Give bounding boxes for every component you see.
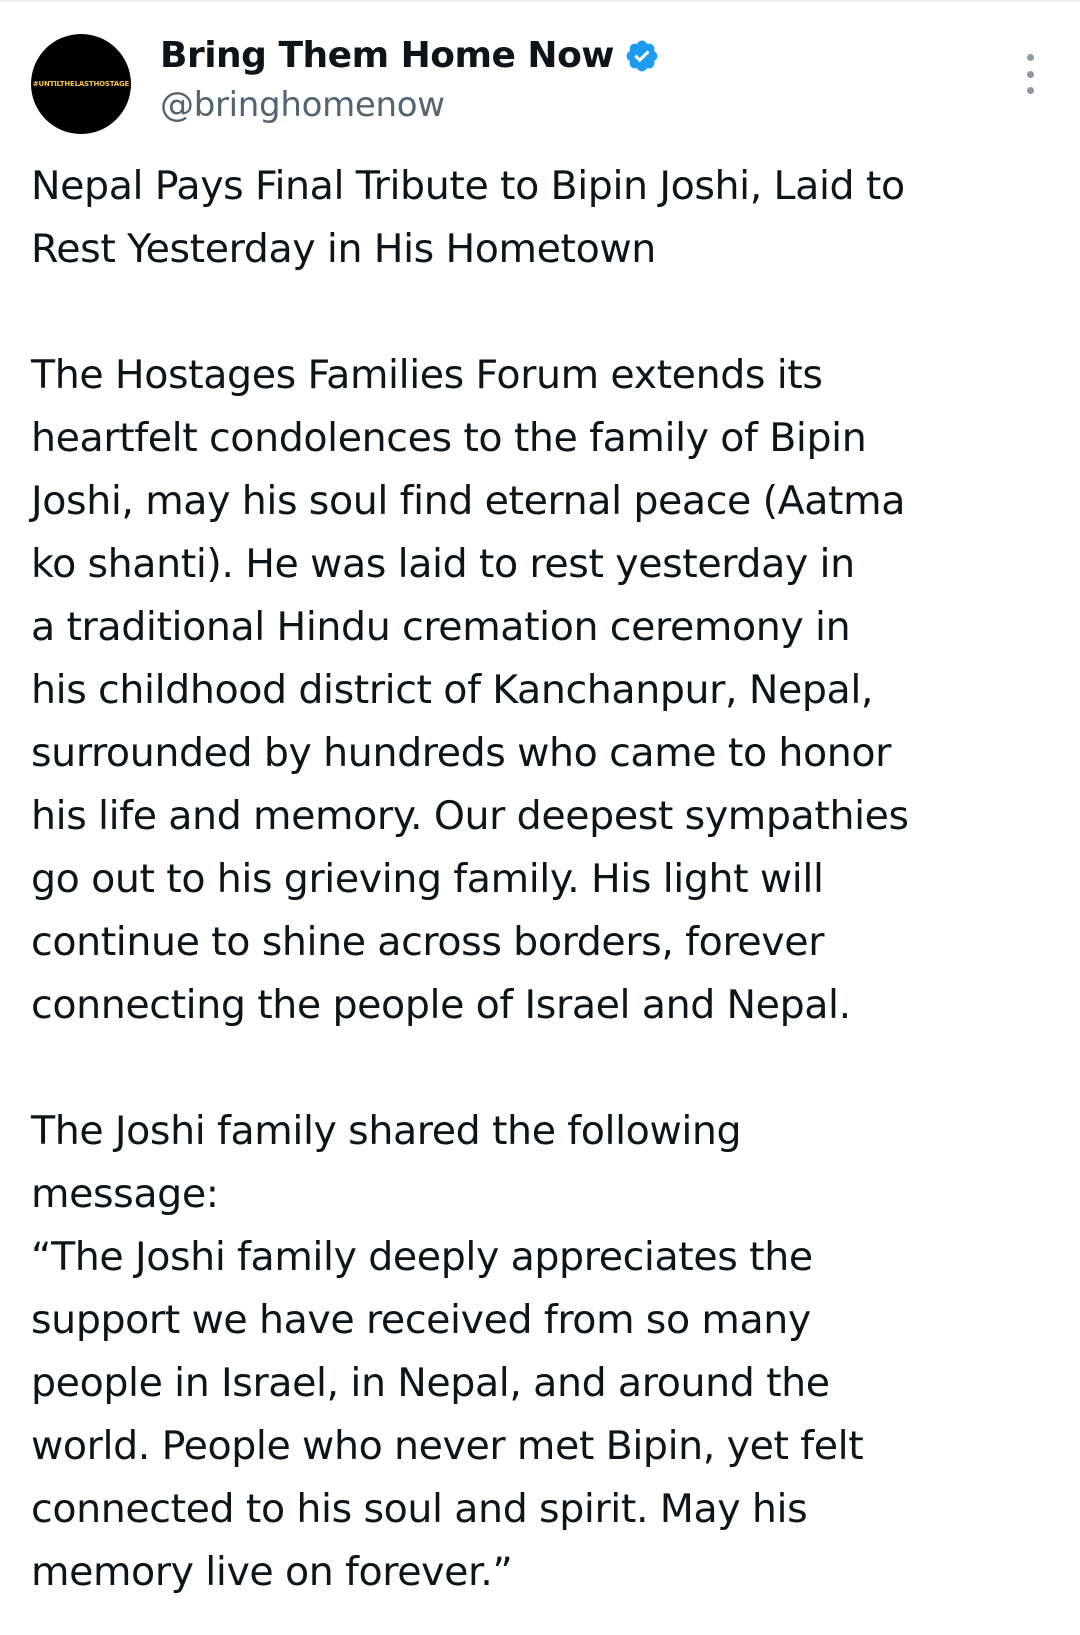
more-dot xyxy=(1027,87,1034,94)
tweet-quote-line: world. People who never met Bipin, yet felt xyxy=(31,1423,864,1469)
tweet-paragraph-line: ko shanti). He was laid to rest yesterday in xyxy=(31,541,855,587)
more-dot xyxy=(1027,54,1034,61)
avatar-label: #UNTILTHELASTHOSTAGE xyxy=(32,80,130,88)
tweet-paragraph-line: connecting the people of Israel and Nepal. xyxy=(31,982,851,1028)
tweet-paragraph-line: his childhood district of Kanchanpur, Nepal, xyxy=(31,667,874,713)
tweet-quote-line: support we have received from so many xyxy=(31,1297,811,1343)
tweet-paragraph-line: heartfelt condolences to the family of Bipin xyxy=(31,415,867,461)
tweet-quote-line: connected to his soul and spirit. May his xyxy=(31,1486,808,1532)
user-handle[interactable]: @bringhomenow xyxy=(160,85,445,125)
tweet-paragraph-line: go out to his grieving family. His light will xyxy=(31,856,824,902)
tweet-paragraph-line: continue to shine across borders, forever xyxy=(31,919,825,965)
tweet-paragraph-line: The Hostages Families Forum extends its xyxy=(31,352,823,398)
name-row xyxy=(160,30,660,82)
tweet-title-line: Nepal Pays Final Tribute to Bipin Joshi, Laid to xyxy=(31,163,905,209)
paragraph-gap xyxy=(31,281,1061,344)
tweet-paragraph-line: The Joshi family shared the following xyxy=(31,1108,742,1154)
tweet-header xyxy=(0,0,1080,150)
more-options-icon[interactable] xyxy=(1018,54,1042,94)
paragraph-gap xyxy=(31,1037,1061,1100)
tweet-paragraph-line: surrounded by hundreds who came to honor xyxy=(31,730,892,776)
tweet-paragraph-line: message: xyxy=(31,1171,219,1217)
tweet-quote-line: “The Joshi family deeply appreciates the xyxy=(31,1234,813,1280)
tweet-text xyxy=(31,155,1061,1604)
avatar[interactable] xyxy=(31,34,131,134)
display-name[interactable]: Bring Them Home Now xyxy=(160,35,615,76)
tweet-quote-line: people in Israel, in Nepal, and around the xyxy=(31,1360,830,1406)
tweet-paragraph-line: Joshi, may his soul find eternal peace (Aatma xyxy=(31,478,906,524)
tweet-quote-line: memory live on forever.” xyxy=(31,1549,513,1595)
author-block xyxy=(160,30,660,128)
more-dot xyxy=(1027,71,1034,78)
tweet-paragraph-line: a traditional Hindu cremation ceremony in xyxy=(31,604,851,650)
tweet-title-line: Rest Yesterday in His Hometown xyxy=(31,226,656,272)
verified-badge-icon[interactable] xyxy=(624,38,660,74)
tweet-paragraph-line: his life and memory. Our deepest sympathies xyxy=(31,793,909,839)
